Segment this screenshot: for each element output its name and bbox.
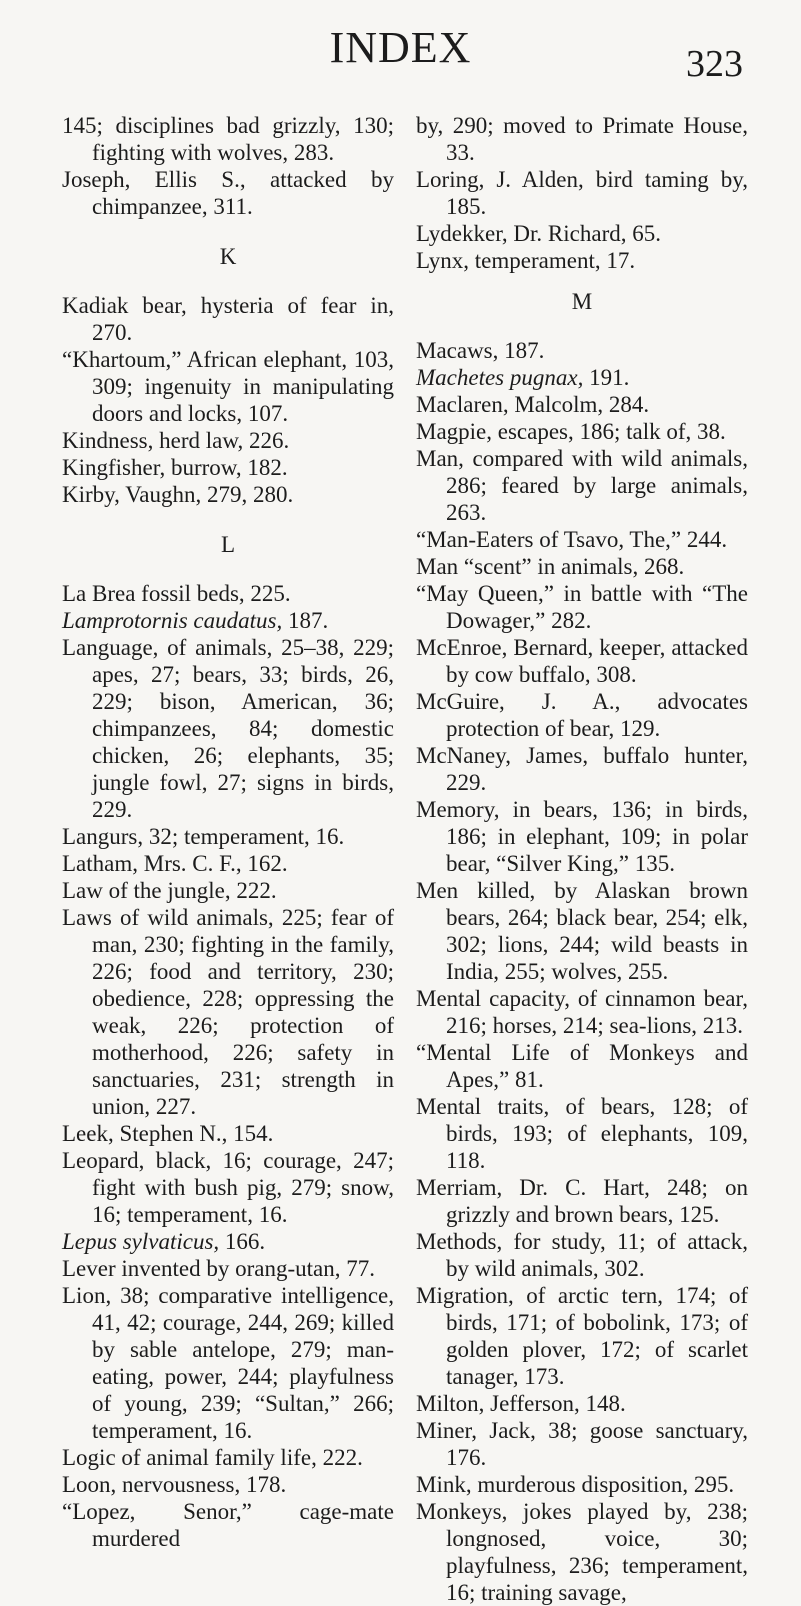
index-entry: Monkeys, jokes played by, 238; longnosed, voice, 30; playfulness, 236; temperament, 16; training savage, (416, 1499, 748, 1605)
index-entry: Lynx, temperament, 17. (416, 248, 636, 273)
index-entry: Milton, Jefferson, 148. (416, 1391, 626, 1416)
italic-term: Machetes pugnax, (416, 365, 584, 390)
index-entry: Men killed, by Alaskan brown bears, 264; black bear, 254; elk, 302; lions, 244; wild beasts in India, 255; wolves, 255. (416, 878, 748, 984)
index-entry (416, 364, 748, 391)
index-entry: “Khartoum,” African elephant, 103, 309; ingenuity in manipulating doors and locks, 107. (62, 347, 394, 426)
index-entry: 145; disciplines bad grizzly, 130; fighting with wolves, 283. (62, 113, 394, 165)
index-entry: Man “scent” in animals, 268. (416, 554, 685, 579)
index-entry: Mink, murderous disposition, 295. (416, 1472, 735, 1497)
entry-text: 166. (219, 1229, 266, 1254)
page-number: 323 (686, 43, 743, 85)
index-entry: McEnroe, Bernard, keeper, attacked by cow buffalo, 308. (416, 635, 748, 687)
left-column (62, 112, 394, 1552)
italic-term: Lamprotornis caudatus, (62, 608, 283, 633)
index-entry: Magpie, escapes, 186; talk of, 38. (416, 419, 726, 444)
index-entry: Migration, of arctic tern, 174; of birds, 171; of bobolink, 173; of golden plover, 172; of scarlet tanager, 173. (416, 1283, 748, 1389)
index-entry: Latham, Mrs. C. F., 162. (62, 851, 288, 876)
index-entry: Mental capacity, of cinnamon bear, 216; horses, 214; sea-lions, 213. (416, 986, 748, 1038)
index-entry: “May Queen,” in battle with “The Dowager,” 282. (416, 581, 748, 633)
index-entry: “Lopez, Senor,” cage-mate murdered (62, 1499, 394, 1551)
index-entry: Kirby, Vaughn, 279, 280. (62, 482, 294, 507)
index-entry: Maclaren, Malcolm, 284. (416, 392, 650, 417)
index-entry: Kadiak bear, hysteria of fear in, 270. (62, 293, 394, 345)
index-entry: Kingfisher, burrow, 182. (62, 455, 288, 480)
index-entry: La Brea fossil beds, 225. (62, 581, 291, 606)
section-letter-m: M (571, 289, 593, 314)
index-entry: Lion, 38; comparative intelligence, 41, 42; courage, 244, 269; killed by sable antelope, 279; man-eating, power, 244; playfulness of young, 239; “Sultan,” 266; temperament, 16. (62, 1283, 394, 1443)
index-entry: Memory, in bears, 136; in birds, 186; in elephant, 109; in polar bear, “Silver King,” 135. (416, 797, 748, 876)
index-entry: Laws of wild animals, 225; fear of man, 230; fighting in the family, 226; food and territory, 230; obedience, 228; oppressing the weak, 226; protection of motherhood, 226; safety in sanctuaries, 231; strength in union, 227. (62, 905, 394, 1119)
index-entry: Loon, nervousness, 178. (62, 1472, 287, 1497)
index-entry: Language, of animals, 25–38, 229; apes, 27; bears, 33; birds, 26, 229; bison, American, 36; chimpanzees, 84; domestic chicken, 26; elephants, 35; jungle fowl, 27; signs in birds, 229. (62, 635, 394, 822)
index-entry: Man, compared with wild animals, 286; feared by large animals, 263. (416, 446, 748, 525)
index-entry: McNaney, James, buffalo hunter, 229. (416, 743, 748, 795)
right-column (416, 112, 748, 1606)
index-entry: Langurs, 32; temperament, 16. (62, 824, 345, 849)
index-entry: Kindness, herd law, 226. (62, 428, 290, 453)
index-entry: Logic of animal family life, 222. (62, 1445, 363, 1470)
index-entry: Joseph, Ellis S., attacked by chimpanzee, 311. (62, 167, 394, 219)
index-entry (62, 1228, 394, 1255)
index-entry: Leek, Stephen N., 154. (62, 1121, 274, 1146)
index-entry: Macaws, 187. (416, 338, 545, 363)
index-entry: McGuire, J. A., advocates protection of bear, 129. (416, 689, 748, 741)
index-entry: “Mental Life of Monkeys and Apes,” 81. (416, 1040, 748, 1092)
section-letter-l: L (220, 532, 236, 557)
index-entry: Leopard, black, 16; courage, 247; fight with bush pig, 279; snow, 16; temperament, 16. (62, 1148, 394, 1227)
index-entry: Miner, Jack, 38; goose sanctuary, 176. (416, 1418, 748, 1470)
entry-text: 191. (583, 365, 630, 390)
page-title: INDEX (329, 23, 472, 72)
entry-text: 187. (282, 608, 329, 633)
index-entry (62, 607, 394, 634)
index-entry: Lydekker, Dr. Richard, 65. (416, 221, 661, 246)
index-entry: Loring, J. Alden, bird taming by, 185. (416, 167, 748, 219)
index-entry: Methods, for study, 11; of attack, by wild animals, 302. (416, 1229, 748, 1281)
index-entry: “Man-Eaters of Tsavo, The,” 244. (416, 527, 728, 552)
index-entry: Mental traits, of bears, 128; of birds, 193; of elephants, 109, 118. (416, 1094, 748, 1173)
index-entry: Merriam, Dr. C. Hart, 248; on grizzly and brown bears, 125. (416, 1175, 748, 1227)
index-entry: Lever invented by orang-utan, 77. (62, 1256, 375, 1281)
section-letter-k: K (219, 244, 237, 269)
index-entry: Law of the jungle, 222. (62, 878, 277, 903)
index-entry: by, 290; moved to Primate House, 33. (416, 113, 748, 165)
italic-term: Lepus sylvaticus, (62, 1229, 220, 1254)
